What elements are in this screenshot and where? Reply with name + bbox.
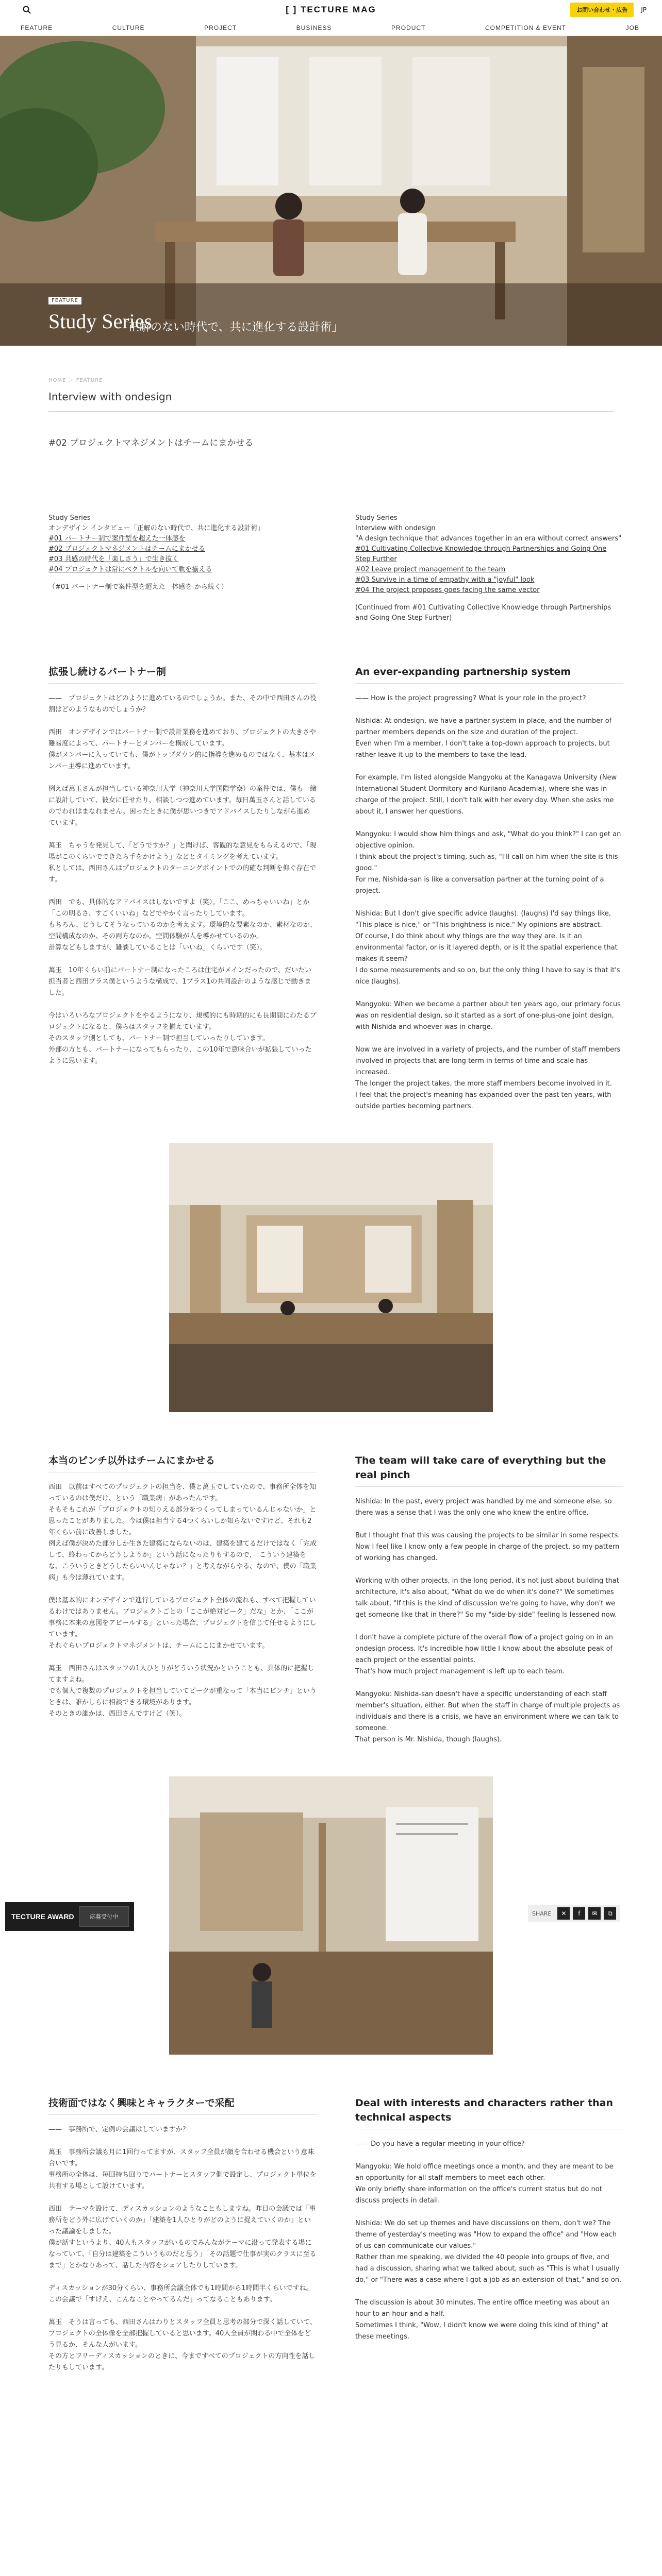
article-title: Interview with ondesign [48,391,172,403]
paragraph: That person is Mr. Nishida, though (laughs). [355,1736,502,1743]
intro-ja-link-02[interactable]: #02 プロジェクトマネジメントはチームにまかせる [48,545,205,553]
section-heading-ja: 拡張し続けるパートナー制 [48,665,317,684]
paragraph: 萬玉 ちゃうを発見して、「どうですか？」と聞けば、客観的な意見をもらえるので、「現場がこのくらいでできたら手をかけよう」などとタイミングを考えています。 [48,842,317,861]
paragraph: Nishida: But I don't give specific advice (laughs). (laughs) I'd say things like, "This place is nice," or "This brightness is nice." My opinions are abstract. [355,910,611,929]
paragraph-spacer [48,716,317,727]
paragraph-spacer [355,1033,623,1044]
paragraph-spacer [48,886,317,897]
paragraph-spacer [48,2272,317,2283]
paragraph: 例えば僕が決めた部分しか生きた建築にならないのは、建築を建てるだけではなく「完成して、終わってからどうしようか」という話になったりもするので、「こういう建築をな、こういうときどうしたらいいんじゃない？」と考えながらやる、なので、僕の「職業病」も今は薄れています。 [48,1540,317,1582]
paragraph-spacer [48,954,317,965]
section-en [355,2096,623,2374]
paragraph: 僕が話すというより、40人もスタッフがいるのでみんながテーマに沿って発表する場になっていて、「自分は建築をこういうものだと思う」「その話題で仕事が実のクラスに至るまで」とかなりあって、話した内容をシェアしたりしています。 [48,2239,317,2269]
section-ja [48,2096,317,2374]
paragraph: 西田 でも、具体的なアドバイスはしないですよ（笑）。「ここ、めっちゃいいね」とか「この明るさ、すごくいいね」などでやかく言ったりしています。 [48,899,310,918]
intro-en-line: "A design technique that advances together in an era without correct answers" [355,535,622,543]
paragraph: The discussion is about 30 minutes. The entire office meeting was about an hour to an hour and a half. [355,2299,610,2318]
intro-en-line: Study Series [355,514,398,522]
paragraph: Mangyoku: When we became a partner about ten years ago, our primary focus was on residential design, so it started as a sort of one-plus-one joint design, with Nishida and whoever was in charge. [355,1001,621,1031]
paragraph-spacer [48,2136,317,2147]
paragraph: Nishida: At ondesign, we have a partner system in place, and the number of partner members depends on the size and duration of the project. [355,717,612,736]
paragraph-spacer [48,829,317,840]
paragraph-spacer [48,999,317,1010]
intro-ja-line: Study Series [48,514,91,522]
nav-product[interactable]: PRODUCT [391,24,426,31]
paragraph: 萬玉 そうは言っても、西田さんはわりとスタッフ全員と思考の部分で深く話していて、プロジェクトの全体像を全部把握していると思います。40人全員が関わる中で全体をどう見るか、そんな人がいます。 [48,2318,317,2349]
paragraph-spacer [355,818,623,829]
section-en [355,665,623,1112]
paragraph: Sometimes I think, "Wow, I didn't know we were doing this kind of thing" at these meetings. [355,2321,608,2341]
paragraph-spacer [355,2207,623,2218]
paragraph-spacer [355,704,623,716]
paragraph: そのスタッフ側としても、パートナー制で担当していったりしています。 [48,1035,269,1042]
paragraph: 萬玉 10年くらい前にパートナー制になったころは住宅がメインだったので、だいたい担当者と西田プラス僕というような構成で、1プラス1の共同設計のような感じで動きました。 [48,967,312,997]
share-bar [528,1905,620,1922]
paragraph: それぐらいプロジェクトマネジメントは、チームにこにまかせています。 [48,1642,269,1650]
paragraph-spacer [48,2192,317,2204]
office-interior-photo-2 [169,1776,493,2055]
intro-en-link-02[interactable]: #02 Leave project management to the team [355,566,506,573]
paragraph: そもそもこれが「プロジェクトの知りえる部分をつくってしまっているんじゃないか」と思ったことがありました。今は僕は担当する4つくらいしか知らないですけど、それも2年くらい前に改善しました。 [48,1506,317,1536]
main-nav [0,20,662,36]
x-share-icon[interactable]: ✕ [557,1907,570,1920]
nav-business[interactable]: BUSINESS [296,24,332,31]
paragraph-spacer [48,1584,317,1595]
intro-en-continued: (Continued from #01 Cultivating Collective Knowledge through Partnerships and Going One Step Further) [355,604,611,622]
office-photo-1 [169,1143,493,1412]
paragraph: 私としては、西田さんはプロジェクトのターニングポイントでの的確な判断を仰ぐ存在です。 [48,865,317,884]
intro-ja-link-01[interactable]: #01 パートナー制で案件型を超えた一体感を [48,535,186,543]
paragraph: 計算などもしますが、雑談していることは「いいね」くらいです（笑）。 [48,944,267,952]
contact-button[interactable]: お問い合わせ・広告 [570,3,634,17]
section-partnership [48,665,662,1112]
intro-ja-link-03[interactable]: #03 共感の時代を「楽しさう」で生き抜く [48,555,179,563]
paragraph: That's how much project management is left up to each team. [355,1668,565,1675]
section-team [48,1453,662,1745]
award-title: TECTURE AWARD [11,1912,74,1921]
paragraph: 西田 以前はすべてのプロジェクトの担当を、僕と萬玉でしていたので、事務所全体を知っているのは僕だけ、という「職業病」があったんです。 [48,1483,317,1502]
nav-culture[interactable]: CULTURE [112,24,145,31]
paragraph: 西田 オンデザインではパートナー制で設計業務を進めており、プロジェクトの大きさや難易度によって、パートナーとメンバーを構成しています。 [48,728,316,748]
office-photo-2 [169,1776,493,2055]
copy-link-icon[interactable]: ⧉ [604,1907,616,1920]
paragraph: I do some measurements and so on, but the only thing I have to say is that it's nice (laughs). [355,967,620,986]
section-en [355,1453,623,1745]
intro-ja-continued: （#01 パートナー制で案件型を超えた一体感を から続く） [48,583,228,591]
section-ja [48,665,317,1112]
paragraph-spacer [355,1621,623,1632]
intro-en-link-03[interactable]: #03 Survive in a time of empathy with a "joyful" look [355,576,535,584]
office-interior-photo-1 [169,1143,493,1412]
paragraph: その方とフリーディスカッションのときに、今まですべてのプロジェクトの方向性を話したりもしています。 [48,2352,316,2371]
paragraph: 萬玉 西田さんはスタッフの1人ひとりがどういう状況かということも、具体的に把握してますよね。 [48,1665,315,1684]
award-apply-button[interactable]: 応募受付中 [79,1906,129,1927]
paragraph: 外部の方とも、パートナーになってもらったり、この10年で意味合いが拡張していったように思います。 [48,1046,312,1065]
breadcrumb[interactable]: HOME ＞ FEATURE [48,378,103,383]
paragraph-spacer [355,2286,623,2297]
site-logo[interactable]: [ ] TECTURE MAG [286,5,376,14]
nav-job[interactable]: JOB [625,24,639,31]
paragraph: We only briefly share information on the office's current status but do not discuss projects in detail. [355,2185,602,2205]
paragraph: そのときの誰かは、西田さんですけど（笑）。 [48,1710,186,1718]
section-heading-ja: 本当のピンチ以外はチームにまかせる [48,1453,317,1472]
share-label: SHARE [532,1910,552,1917]
paragraph: 僕は基本的にオンデザインで進行しているプロジェクト全体の流れも、すべて把握しているわけではありません。プロジェクトごとの「ここが絶対ピーク」だな」とか、「ここが事務に本来の意図をアピールする」といった場合、プロジェクトを信じて任せるようにしています。 [48,1597,317,1638]
intro-ja [48,513,317,623]
paragraph-spacer [355,897,623,908]
hero-subtitle: 「正解のない時代で、共に進化する設計術」 [117,321,343,334]
section-heading-ja: 技術面ではなく興味とキャラクターで采配 [48,2096,317,2115]
intro-ja-link-04[interactable]: #04 プロジェクトは常にベクトルを向いて軌を揃える [48,566,212,573]
nav-project[interactable]: PROJECT [204,24,237,31]
paragraph: Working with other projects, in the long period, it's not just about building that architecture, it's also about, "What do we do when it's done?" We sometimes talk about, "If this is the kind of discussion we're going to have, why don't we get someone like that in there?" So my "side-by-side" feeling is lessened now. [355,1577,619,1619]
paragraph: I don't have a complete picture of the overall flow of a project going on in an ondesign process. It's incredible how little I know about the absolute peak of each project or the essential points. [355,1634,614,1664]
nav-competition-event[interactable]: COMPETITION & EVENT [485,24,567,31]
paragraph-spacer [355,1564,623,1575]
paragraph: Of course, I do think about why things are the way they are. Is it an environmental factor, or is it layered depth, or is it the spatial experience that makes it seem? [355,933,618,963]
top-bar-right [570,3,647,17]
hero-title: Study Series [48,310,153,333]
paragraph: Rather than me speaking, we divided the 40 people into groups of five, and had a discussion, sharing what we talked about, such as "This is what I usually do," or "There was a case where I got a job as an extension of that," and so on. [355,2253,622,2284]
paragraph: The longer the project takes, the more staff members become involved in it. [355,1080,612,1088]
paragraph: —— プロジェクトはどのように進めているのでしょうか。また、その中で西田さんの役割はどのようなものでしょうか？ [48,694,317,714]
line-share-icon[interactable]: ✉ [588,1907,601,1920]
paragraph-spacer [355,1677,623,1689]
paragraph-spacer [355,988,623,999]
paragraph: —— 事務所で、定例の会議はしていますか？ [48,2126,189,2133]
paragraph-spacer [48,1652,317,1663]
intro-en [355,513,623,623]
section-character [48,2096,662,2374]
paragraph: Mangyoku: I would show him things and ask, "What do you think?" I can get an objective opinion. [355,831,621,850]
facebook-share-icon[interactable]: f [573,1907,585,1920]
section-heading-en: Deal with interests and characters rather than technical aspects [355,2096,623,2129]
intro-ja-line: オンデザイン インタビュー「正解のない時代で、共に進化する設計術」 [48,524,264,532]
hero-image [0,36,662,346]
paragraph: Now we are involved in a variety of projects, and the number of staff members involved in projects that are long term in terms of time and scale has increased. [355,1046,621,1076]
paragraph: 西田 テーマを設けて、ディスカッションのようなこともしますね。昨日の会議では「事務所をどう外に広げていくのか」「建築を1人ひとりがどのように捉えていくのか」といった議論をしました。 [48,2205,316,2235]
paragraph: I feel that the project's meaning has expanded over the past ten years, with outside parties becoming partners. [355,1091,611,1110]
award-banner[interactable] [5,1902,134,1931]
paragraph: 今はいろいろなプロジェクトをやるようになり、規模的にも時期的にも長期間にわたるプロジェクトになると、僕らはスタッフを揃えています。 [48,1012,317,1031]
language-switch[interactable]: JP [641,6,647,13]
paragraph: 例えば萬玉さんが担当している神奈川大学（神奈川大学国際学寮）の案件では、僕も一緒に設計していて、彼女に任せたり、相談しつつ進めています。毎日萬玉さんと話しているのでわれはまなれません。困ったときに僕が思いつきでアドバイスしたりしながら進めています。 [48,785,317,827]
paragraph: Nishida: We do set up themes and have discussions on them, don't we? The theme of yesterday's meeting was "How to expand the office" and "How each of us can communicate our values." [355,2219,617,2250]
intro-en-link-04[interactable]: #04 The project proposes goes facing the same vector [355,586,540,594]
intro-en-link-01[interactable]: #01 Cultivating Collective Knowledge through Partnerships and Going One Step Further [355,545,607,563]
paragraph: —— How is the project progressing? What is your role in the project? [355,694,586,702]
title-divider [48,411,614,412]
section-heading-en: The team will take care of everything but the real pinch [355,1453,623,1487]
paragraph: でも個人で複数のプロジェクトを担当していてピークが重なって「本当にピンチ」というときは、誰かしらに相談できる環境があります。 [48,1687,317,1706]
paragraph: Mangyoku: Nishida-san doesn't have a specific understanding of each staff member's situation, either. But when the staff in charge of multiple projects as individuals and there is a crisis, we have an environment where we can talk to someone. [355,1690,620,1732]
paragraph: For me, Nishida-san is like a conversation partner at the turning point of a project. [355,876,604,895]
top-bar [0,0,662,20]
paragraph: For example, I'm listed alongside Mangyoku at the Kanagawa University (New International Student Dormitory and Kurilano-Academia), where she was in charge of the project. Still, I don't talk with her every day. When she asks me about it, I answer her questions. [355,774,617,816]
intro-en-line: Interview with ondesign [355,524,436,532]
search-icon[interactable] [23,6,31,14]
paragraph: Mangyoku: We hold office meetings once a month, and they are meant to be an opportunity for all staff members to meet each other. [355,2163,614,2182]
article-subtitle: #02 プロジェクトマネジメントはチームにまかせる [48,438,254,448]
paragraph: 事務所の全体は、毎回持ち回りでパートナーとスタッフ側で設定し、プロジェクト単位を共有する場として設けています。 [48,2171,317,2190]
nav-feature[interactable]: FEATURE [21,24,53,31]
intro-block [48,513,662,623]
paragraph: Even when I'm a member, I don't take a top-down approach to projects, but rather leave it up to the members to take the lead. [355,740,610,759]
paragraph: この会議で「すげえ、こんなことやってるんだ」ってなることもあります。 [48,2296,276,2303]
paragraph: ディスカッションが30分くらい、事務所会議全体でも1時間から1時間半くらいですね。 [48,2284,313,2292]
paragraph-spacer [48,2306,317,2317]
paragraph: But I thought that this was causing the projects to be similar in some respects. Now I feel like I know only a few people in charge of the project, so my pattern of working has changed. [355,1532,620,1562]
paragraph: 萬玉 事務所会議も月に1回行ってますが、スタッフ全員が顔を合わせる機会という意味合いです。 [48,2148,315,2167]
paragraph: Nishida: In the past, every project was handled by me and someone else, so there was a sense that I was the only one who knew the entire office. [355,1498,612,1517]
paragraph-spacer [355,1519,623,1530]
paragraph: I think about the project's timing, such as, "I'll call on him when the site is this good." [355,853,618,872]
paragraph-spacer [48,772,317,784]
hero-tag: FEATURE [48,297,81,304]
paragraph: もちろん、どうしてそうなっているのかを考えます。環境的な要素なのか、素材なのか、空間構成なのか、その両方なのか。空間体験が人を導かせているのか。 [48,921,317,940]
section-heading-en: An ever-expanding partnership system [355,665,623,684]
section-ja [48,1453,317,1745]
paragraph-spacer [355,2150,623,2161]
paragraph-spacer [355,761,623,772]
paragraph: 僕がメンバーに入っていても、僕がトップダウン的に指導を進めるのではなく、基本はメンバー主導に進めています。 [48,751,316,770]
paragraph: —— Do you have a regular meeting in your office? [355,2140,525,2148]
office-photo [0,36,662,346]
